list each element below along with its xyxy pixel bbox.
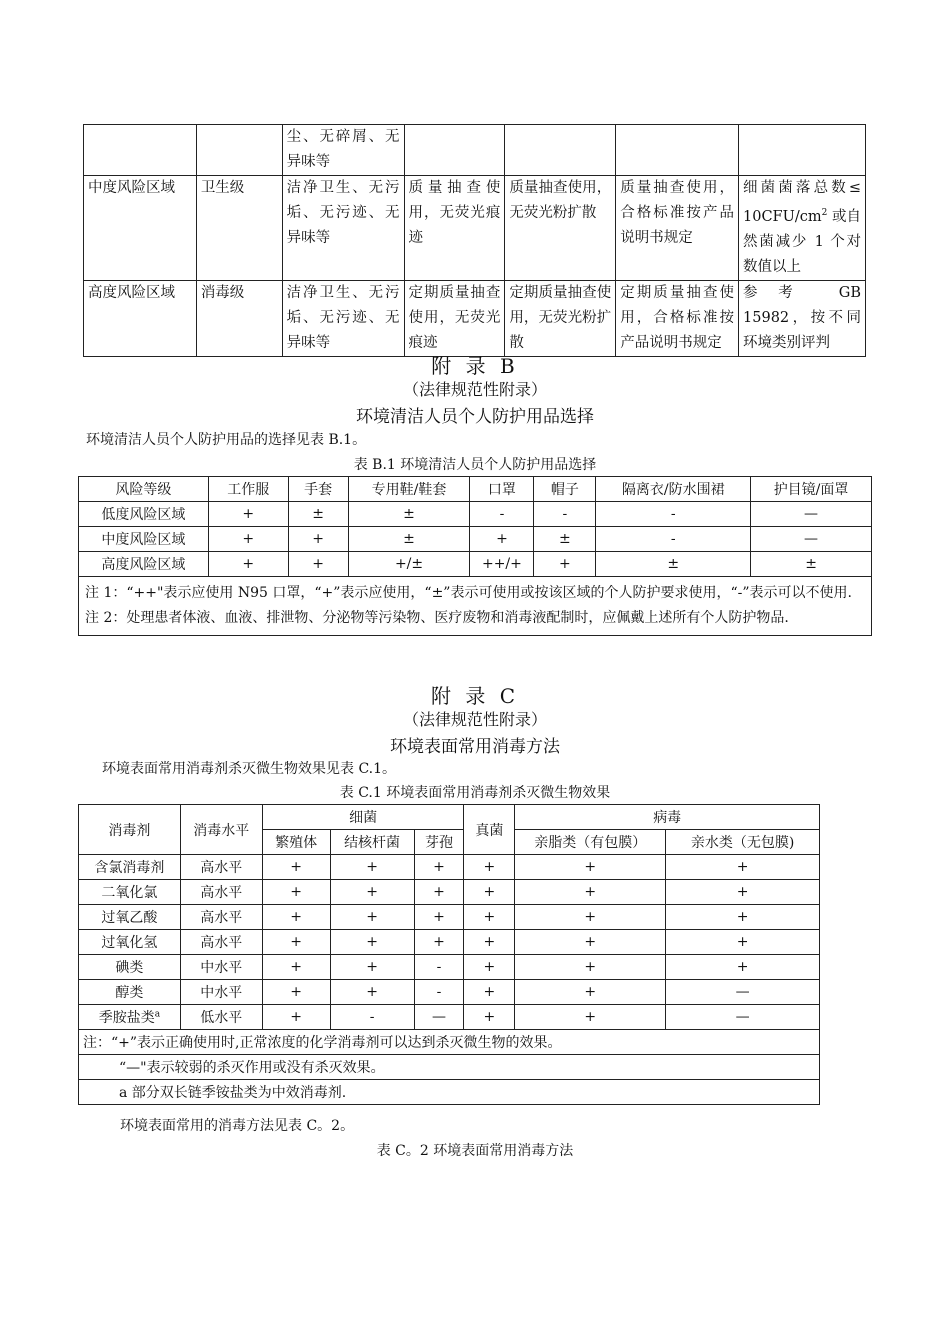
table-cell: + (262, 880, 330, 905)
table-cell: + (666, 855, 820, 880)
note-2: “—"表示较弱的杀灭作用或没有杀灭效果。 (79, 1055, 820, 1080)
table-cell: - (470, 502, 534, 527)
table-row (84, 176, 866, 281)
table-cell: + (515, 855, 666, 880)
table-cell: 尘、无碎屑、无异味等 (282, 125, 404, 176)
table-cell: - (596, 527, 751, 552)
table-row (79, 880, 820, 905)
column-header: 亲脂类（有包膜） (515, 830, 666, 855)
table-cell: + (666, 930, 820, 955)
table-row (79, 1005, 820, 1030)
table-cell: ± (348, 527, 470, 552)
table-cell: 高度风险区域 (84, 280, 197, 356)
table-cell: 低水平 (180, 1005, 262, 1030)
table-cell: + (534, 552, 596, 577)
table-cell: 二氧化氯 (79, 880, 181, 905)
table-row (79, 905, 820, 930)
table-cell: + (515, 905, 666, 930)
column-header: 消毒水平 (180, 805, 262, 855)
appendix-b-heading: 环境清洁人员个人防护用品选择 (356, 407, 594, 427)
table-cell: + (464, 955, 515, 980)
table-cell: + (262, 930, 330, 955)
table-cell: + (330, 905, 414, 930)
table-cell: 高水平 (180, 905, 262, 930)
table-cell: + (330, 855, 414, 880)
table-row (79, 930, 820, 955)
table-c1-caption: 表 C.1 环境表面常用消毒剂杀灭微生物效果 (339, 785, 611, 801)
table-cell: — (751, 527, 872, 552)
table-cell (739, 125, 866, 176)
table-c1-disinfectants (78, 804, 820, 1105)
table-row (84, 125, 866, 176)
column-header: 繁殖体 (262, 830, 330, 855)
table-cell: + (330, 980, 414, 1005)
table-cell: + (464, 980, 515, 1005)
appendix-b-title: 附 录 B (431, 354, 519, 378)
appendix-c-title: 附 录 C (430, 684, 520, 708)
column-header: 细菌 (262, 805, 464, 830)
table-cell: + (666, 880, 820, 905)
table-cell: — (666, 1005, 820, 1030)
table-cell: 中水平 (180, 980, 262, 1005)
table-row (84, 280, 866, 356)
table-cell (196, 125, 282, 176)
note-2: 注 2：处理患者体液、血液、排泄物、分泌物等污染物、医疗废物和消毒液配制时，应佩戴上述所有个人防护物品. (85, 610, 789, 626)
table-cell: 质量抽查使用，合格标准按产品说明书规定 (616, 176, 739, 281)
table-cell: 醇类 (79, 980, 181, 1005)
table-c2-caption: 表 C。2 环境表面常用消毒方法 (376, 1143, 574, 1159)
table-cell (404, 125, 505, 176)
table-cell: + (414, 930, 464, 955)
column-header: 专用鞋/鞋套 (348, 477, 470, 502)
table-cell: - (414, 955, 464, 980)
table-cell: 质量抽查使用，无荧光粉扩散 (505, 176, 616, 281)
column-header: 工作服 (208, 477, 288, 502)
cell-text: 季胺盐类 (98, 1010, 155, 1026)
table-cell: + (666, 905, 820, 930)
column-header: 风险等级 (79, 477, 209, 502)
table-cell: 定期质量抽查使用，合格标准按产品说明书规定 (616, 280, 739, 356)
column-header: 病毒 (515, 805, 820, 830)
table-cell: ± (751, 552, 872, 577)
table-cell: 中度风险区域 (84, 176, 197, 281)
table-cell: + (330, 930, 414, 955)
table-cell: + (262, 905, 330, 930)
table-cell: + (464, 855, 515, 880)
table-cell: ± (348, 502, 470, 527)
table-cell: 碘类 (79, 955, 181, 980)
table-cell (79, 1005, 181, 1030)
table-note-row (79, 1080, 820, 1105)
column-header: 结核杆菌 (330, 830, 414, 855)
table-cell: + (666, 955, 820, 980)
table-cell: + (515, 1005, 666, 1030)
table-header-row (79, 805, 820, 830)
table-cell: + (515, 980, 666, 1005)
table-cell: 参考 GB 15982，按不同环境类别评判 (739, 280, 866, 356)
table-cell: 高水平 (180, 880, 262, 905)
table-cell: + (262, 855, 330, 880)
column-header: 真菌 (464, 805, 515, 855)
table-row (79, 855, 820, 880)
table-cell (505, 125, 616, 176)
appendix-b-intro: 环境清洁人员个人防护用品的选择见表 B.1。 (86, 432, 367, 448)
table-cell: — (751, 502, 872, 527)
table-cell: + (330, 880, 414, 905)
table-cell: + (464, 880, 515, 905)
note-3: a 部分双长链季铵盐类为中效消毒剂. (79, 1080, 820, 1105)
table-note-row (79, 1055, 820, 1080)
table-cell: + (288, 527, 348, 552)
table-cell: 低度风险区域 (79, 502, 209, 527)
table-cell: + (414, 855, 464, 880)
table-cell: 中水平 (180, 955, 262, 980)
table-cell: + (464, 1005, 515, 1030)
column-header: 手套 (288, 477, 348, 502)
table-row (79, 502, 872, 527)
table-cell: 中度风险区域 (79, 527, 209, 552)
table-cell: + (288, 552, 348, 577)
column-header: 帽子 (534, 477, 596, 502)
note-1: 注 1：“++"表示应使用 N95 口罩，“+”表示应使用，“±”表示可使用或按该区域的个人防护要求使用，“-”表示可以不使用. (85, 585, 852, 601)
appendix-c-heading: 环境表面常用消毒方法 (390, 737, 560, 757)
table-cell (616, 125, 739, 176)
table-b1-caption: 表 B.1 环境清洁人员个人防护用品选择 (353, 457, 597, 473)
table-cell: 含氯消毒剂 (79, 855, 181, 880)
appendix-c-intro-2: 环境表面常用的消毒方法见表 C。2。 (120, 1118, 355, 1134)
appendix-c-subtitle: （法律规范性附录） (402, 710, 547, 729)
table-cell: + (464, 905, 515, 930)
table-cell: + (330, 955, 414, 980)
column-header: 护目镜/面罩 (751, 477, 872, 502)
table-cleaning-standards (83, 124, 866, 357)
table-cell: - (534, 502, 596, 527)
table-b1-ppe (78, 476, 872, 636)
table-cell: ++/+ (470, 552, 534, 577)
table-cell: 过氧乙酸 (79, 905, 181, 930)
table-cell: + (515, 955, 666, 980)
table-cell: + (262, 980, 330, 1005)
table-cell: 高水平 (180, 930, 262, 955)
table-cell: +/± (348, 552, 470, 577)
table-cell: + (515, 880, 666, 905)
table-cell: + (515, 930, 666, 955)
cell-text: 细菌菌落总数≤ 10CFU/cm (743, 180, 861, 225)
table-cell: 定期质量抽查使用，无荧光粉扩散 (505, 280, 616, 356)
table-cell: - (414, 980, 464, 1005)
table-note-row (79, 1030, 820, 1055)
appendix-b-subtitle: （法律规范性附录） (402, 380, 547, 399)
table-row (79, 552, 872, 577)
table-cell: ± (288, 502, 348, 527)
table-cell: + (208, 502, 288, 527)
table-row (79, 980, 820, 1005)
table-row (79, 955, 820, 980)
table-cell: + (262, 1005, 330, 1030)
note-1: 注：“+”表示正确使用时,正常浓度的化学消毒剂可以达到杀灭微生物的效果。 (79, 1030, 820, 1055)
table-cell: 高度风险区域 (79, 552, 209, 577)
table-note-row (79, 577, 872, 636)
column-header: 亲水类（无包膜) (666, 830, 820, 855)
table-cell: + (414, 880, 464, 905)
table-cell: + (464, 930, 515, 955)
table-cell: 洁净卫生、无污垢、无污迹、无异味等 (282, 280, 404, 356)
column-header: 消毒剂 (79, 805, 181, 855)
table-notes (79, 577, 872, 636)
cell-text: 或自然菌减少 1 个对数值以上 (743, 208, 861, 275)
column-header: 芽孢 (414, 830, 464, 855)
table-cell (84, 125, 197, 176)
table-cell: - (596, 502, 751, 527)
column-header: 口罩 (470, 477, 534, 502)
table-cell: 洁净卫生、无污垢、无污迹、无异味等 (282, 176, 404, 281)
superscript: a (154, 1009, 161, 1020)
table-cell: ± (534, 527, 596, 552)
table-cell: + (470, 527, 534, 552)
table-header-row (79, 477, 872, 502)
table-cell: 高水平 (180, 855, 262, 880)
superscript: 2 (821, 208, 828, 218)
table-cell: 卫生级 (196, 176, 282, 281)
table-cell: — (414, 1005, 464, 1030)
table-cell: 消毒级 (196, 280, 282, 356)
table-row (79, 527, 872, 552)
table-cell: 定期质量抽查使用，无荧光痕迹 (404, 280, 505, 356)
table-cell: ± (596, 552, 751, 577)
column-header: 隔离衣/防水围裙 (596, 477, 751, 502)
table-cell: + (262, 955, 330, 980)
table-cell: — (666, 980, 820, 1005)
appendix-c-intro: 环境表面常用消毒剂杀灭微生物效果见表 C.1。 (102, 761, 397, 777)
table-cell: 过氧化氢 (79, 930, 181, 955)
table-cell: - (330, 1005, 414, 1030)
table-cell: + (208, 552, 288, 577)
table-cell: 质量抽查使用，无荧光痕迹 (404, 176, 505, 281)
table-cell (739, 176, 866, 281)
table-cell: + (208, 527, 288, 552)
table-cell: + (414, 905, 464, 930)
